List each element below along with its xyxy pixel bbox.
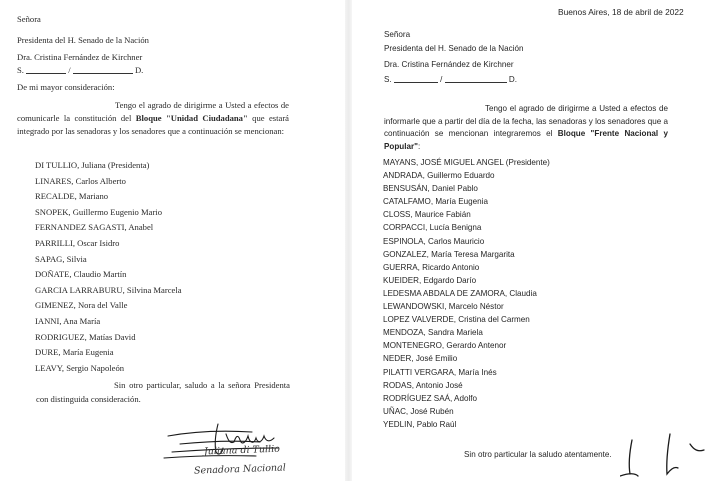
right-address-s: S. [384, 75, 392, 84]
left-body-paragraph [17, 99, 289, 137]
left-closing: Sin otro particular, saludo a la señora Presidenta con distinguida consideración. [36, 380, 290, 404]
right-member: RODAS, Antonio José [383, 380, 463, 390]
right-member: CATALFAMO, María Eugenia [383, 197, 488, 207]
left-address-s: S. [17, 65, 24, 75]
left-member: DI TULLIO, Juliana (Presidenta) [35, 160, 150, 170]
left-recipient-title: Presidenta del H. Senado de la Nación [17, 35, 149, 45]
left-greeting: De mi mayor consideración: [17, 82, 115, 92]
left-member: FERNANDEZ SAGASTI, Anabel [35, 222, 154, 233]
left-salutation: Señora [17, 14, 41, 24]
right-member: MENDOZA, Sandra Mariela [383, 328, 483, 338]
left-member: LINARES, Carlos Alberto [35, 175, 126, 186]
right-member: BENSUSÁN, Daniel Pablo [383, 184, 478, 194]
right-body-after: : [417, 141, 421, 151]
left-member-list [35, 158, 182, 376]
right-salutation: Señora [384, 30, 411, 39]
right-member: ANDRADA, Guillermo Eduardo [383, 171, 495, 181]
left-letter-page [0, 0, 345, 481]
right-bloc-name: Bloque "Frente Nacional y Popular" [384, 129, 669, 151]
right-member: LOPEZ VALVERDE, Cristina del Carmen [383, 315, 530, 325]
right-member: MAYANS, JOSÉ MIGUEL ANGEL (Presidente) [383, 158, 550, 167]
left-member: SAPAG, Silvia [35, 253, 87, 264]
left-member: GIMENEZ, Nora del Valle [35, 300, 128, 311]
left-address-line [17, 66, 143, 75]
right-member: NEDER, José Emilio [383, 354, 458, 364]
left-address-d: D. [134, 65, 144, 75]
right-address-d: D. [508, 75, 517, 84]
handwritten-signature-partial-icon [620, 430, 713, 481]
right-recipient-title: Presidenta del H. Senado de la Nación [384, 44, 524, 53]
right-member-list [383, 156, 550, 431]
right-member: MONTENEGRO, Gerardo Antenor [383, 341, 507, 351]
left-member: LEAVY, Sergio Napoleón [35, 362, 125, 373]
right-member: PILATTI VERGARA, María Inés [383, 367, 497, 377]
right-member: YEDLIN, Pablo Raúl [383, 419, 457, 429]
left-member: RODRIGUEZ, Matías David [35, 331, 136, 342]
left-member: SNOPEK, Guillermo Eugenio Mario [35, 206, 162, 217]
left-bloc-name: Bloque "Unidad Ciudadana" [135, 112, 248, 123]
left-member: DOÑATE, Claudio Martín [35, 269, 127, 280]
left-signature-caption-name: Juliana di Tullio [203, 443, 281, 458]
left-signature-caption-title: Senadora Nacional [193, 462, 286, 477]
right-closing: Sin otro particular la saludo atentamente. [464, 450, 612, 459]
left-body-after: que estará integrado por las senadoras y los senadores que a continuación se mencionan: [17, 112, 289, 136]
right-member: GONZALEZ, María Teresa Margarita [383, 249, 515, 259]
right-address-line [384, 76, 517, 84]
right-address-slash: / [440, 75, 443, 84]
right-member: ESPINOLA, Carlos Mauricio [383, 236, 485, 246]
right-member: GUERRA, Ricardo Antonio [383, 262, 480, 272]
right-place-date: Buenos Aires, 18 de abril de 2022 [558, 7, 684, 17]
left-member: RECALDE, Mariano [35, 191, 109, 202]
right-member: LEDESMA ABDALA DE ZAMORA, Claudia [383, 288, 537, 298]
right-member: CLOSS, Maurice Fabián [383, 210, 471, 220]
left-body-before: Tengo el agrado de dirigirme a Usted a efectos de comunicarle la constitución del [17, 100, 289, 123]
right-body-paragraph [384, 103, 668, 153]
left-member: IANNI, Ana María [35, 315, 101, 326]
right-letter-page [352, 0, 713, 481]
left-member: PARRILLI, Oscar Isidro [35, 237, 120, 248]
right-body-before: Tengo el agrado de dirigirme a Usted a efectos de informarle que a partir del día de la fecha, las senadoras y los senadores que a continuación se mencionan integraremos el [384, 104, 668, 139]
right-member: LEWANDOWSKI, Marcelo Néstor [383, 302, 504, 312]
left-member: GARCIA LARRABURU, Silvina Marcela [35, 284, 182, 295]
left-member: DURE, María Eugenia [35, 347, 114, 358]
right-member: KUEIDER, Edgardo Darío [383, 275, 477, 285]
right-member: RODRÍGUEZ SAÁ, Adolfo [383, 393, 478, 403]
right-member: UÑAC, José Rubén [383, 406, 454, 416]
right-recipient-name: Dra. Cristina Fernández de Kirchner [384, 60, 514, 69]
left-recipient-name: Dra. Cristina Fernández de Kirchner [17, 52, 143, 62]
right-member: CORPACCI, Lucía Benigna [383, 223, 482, 233]
left-address-slash: / [68, 65, 71, 75]
page-gutter [345, 0, 352, 481]
